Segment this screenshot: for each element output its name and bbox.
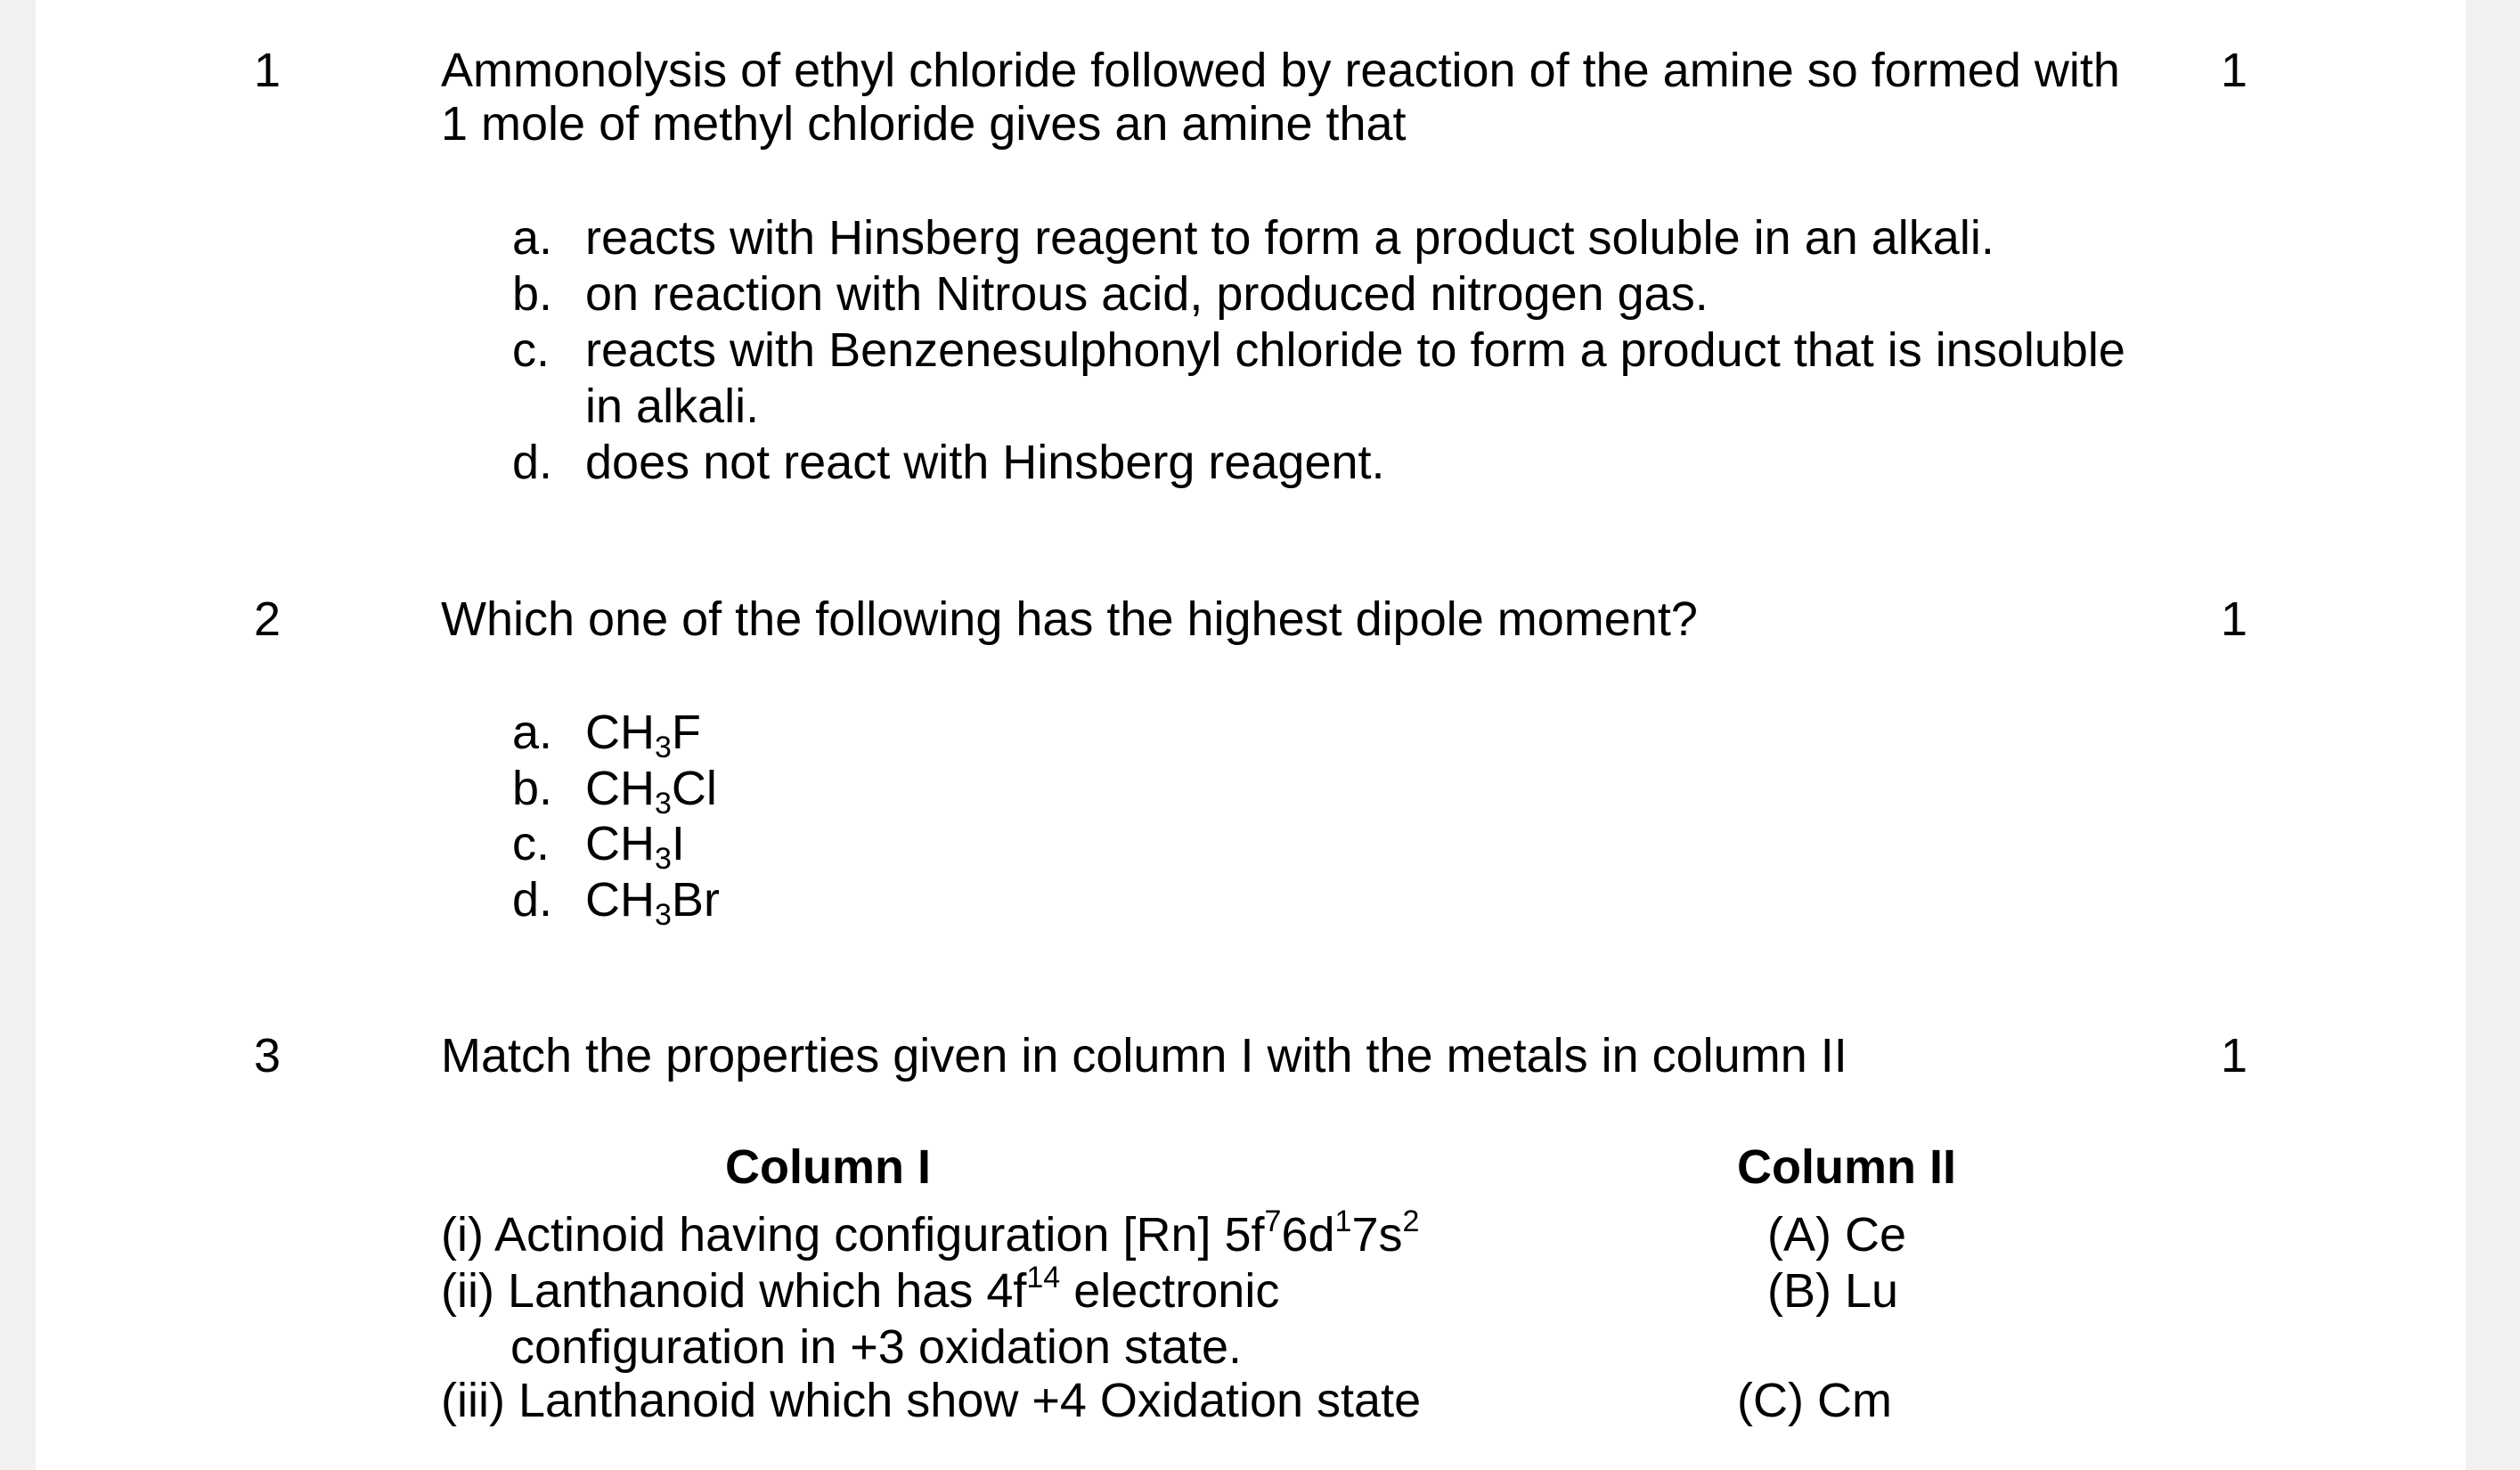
question-2-option-d [512, 872, 720, 932]
document-page [36, 0, 2466, 1470]
option-letter: c. [512, 817, 550, 870]
option-text: does not react with Hinsberg reagent. [585, 436, 1385, 489]
question-1-text-line1: Ammonolysis of ethyl chloride followed by reaction of the amine so formed with [441, 44, 2120, 97]
superscript: 14 [1026, 1261, 1061, 1294]
formula-post: I [671, 817, 685, 870]
match-row-3-right: (C) Cm [1737, 1374, 1892, 1427]
config-text: 7s [1351, 1208, 1403, 1262]
superscript: 7 [1264, 1205, 1282, 1238]
question-1-option-d [512, 435, 1385, 490]
match-row-2-right: (B) Lu [1767, 1264, 1899, 1318]
match-row-1-right: (A) Ce [1767, 1208, 1907, 1262]
config-text: (i) Actinoid having configuration [Rn] 5f [441, 1208, 1265, 1262]
question-2-text: Which one of the following has the highest dipole moment? [441, 592, 1698, 646]
superscript: 1 [1334, 1205, 1352, 1238]
match-row-3-left: (iii) Lanthanoid which show +4 Oxidation state [441, 1374, 1422, 1427]
question-2-marks: 1 [2221, 592, 2248, 646]
formula-pre: CH [585, 817, 655, 870]
question-1-option-b [512, 266, 1709, 322]
formula-pre: CH [585, 762, 655, 815]
formula-subscript: 3 [655, 731, 672, 764]
option-letter: d. [512, 873, 553, 927]
column-2-header: Column II [1737, 1140, 1956, 1194]
formula-pre: CH [585, 706, 655, 759]
question-1-option-c-continuation: in alkali. [585, 380, 760, 433]
option-letter: b. [512, 762, 553, 815]
option-letter: a. [512, 706, 553, 759]
question-2-option-c [512, 816, 685, 876]
question-2-option-b [512, 761, 717, 821]
formula-subscript: 3 [655, 898, 672, 932]
superscript: 2 [1402, 1205, 1420, 1238]
question-1-marks: 1 [2221, 44, 2248, 97]
formula-post: F [671, 706, 701, 759]
match-row-2-left-continuation: configuration in +3 oxidation state. [510, 1320, 1243, 1374]
option-letter: c. [512, 323, 550, 377]
question-1-text-line2: 1 mole of methyl chloride gives an amine that [441, 97, 1407, 151]
config-text: 6d [1281, 1208, 1335, 1262]
question-1-option-a [512, 210, 1994, 265]
question-3-text: Match the properties given in column I with the metals in column II [441, 1029, 1847, 1082]
config-text: electronic [1060, 1264, 1280, 1318]
formula-subscript: 3 [655, 787, 672, 821]
option-text: reacts with Benzenesulphonyl chloride to form a product that is insoluble [585, 323, 2125, 377]
match-row-1-left [441, 1207, 1419, 1262]
formula-post: Cl [671, 762, 717, 815]
formula-subscript: 3 [655, 842, 672, 876]
column-1-header: Column I [725, 1140, 931, 1194]
option-text: reacts with Hinsberg reagent to form a product soluble in an alkali. [585, 211, 1994, 265]
option-letter: d. [512, 436, 553, 489]
question-2-option-a [512, 705, 701, 764]
formula-post: Br [671, 873, 720, 927]
question-3-marks: 1 [2221, 1029, 2248, 1082]
match-row-2-left [441, 1263, 1279, 1319]
option-letter: a. [512, 211, 553, 265]
formula-pre: CH [585, 873, 655, 927]
question-2-number: 2 [254, 592, 281, 646]
config-text: (ii) Lanthanoid which has 4f [441, 1264, 1027, 1318]
option-text: on reaction with Nitrous acid, produced nitrogen gas. [585, 267, 1709, 321]
question-1-number: 1 [254, 44, 281, 97]
option-letter: b. [512, 267, 553, 321]
question-3-number: 3 [254, 1029, 281, 1082]
question-1-option-c [512, 323, 2125, 378]
